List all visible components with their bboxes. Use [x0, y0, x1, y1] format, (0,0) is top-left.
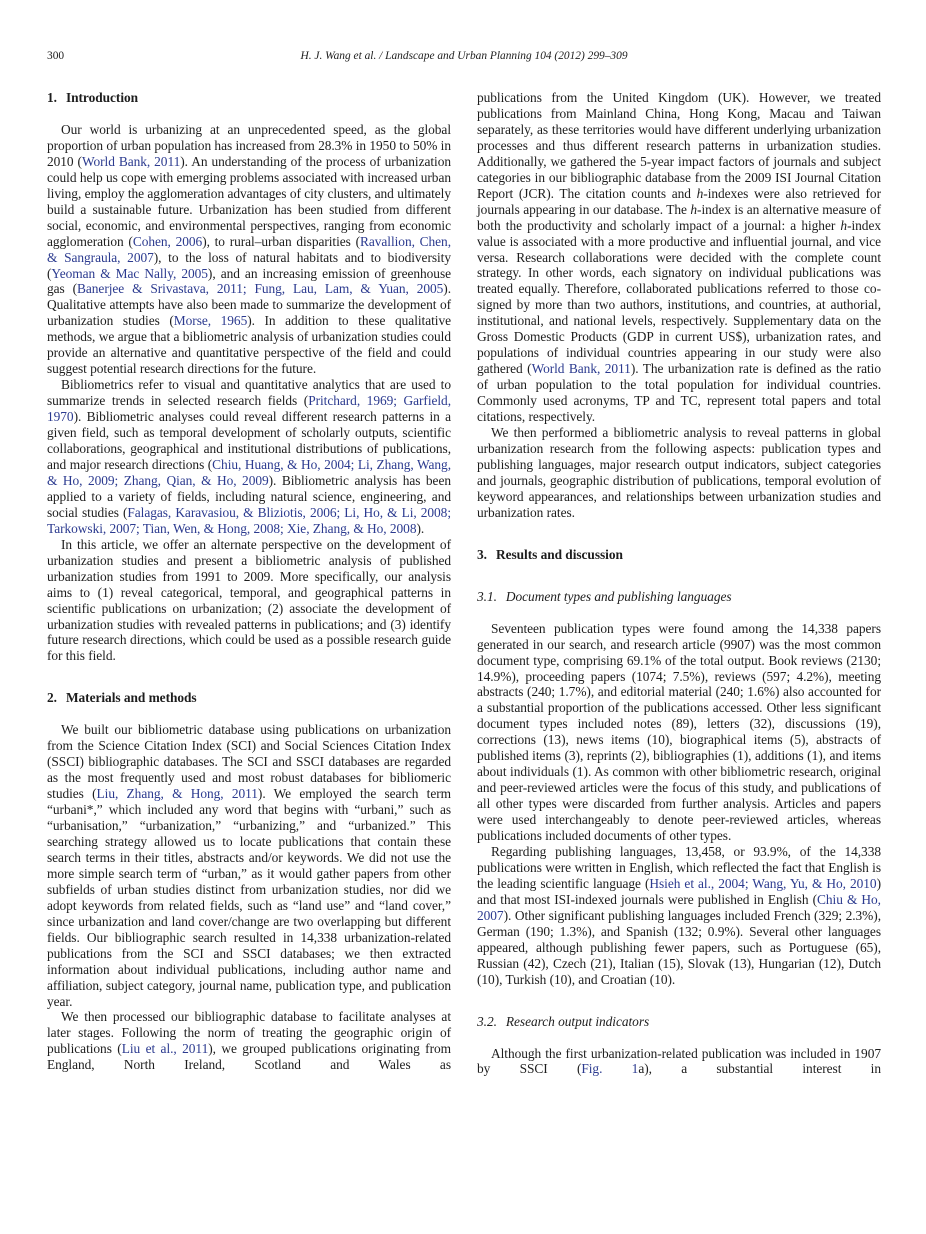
heading-text: Materials and methods	[65, 690, 197, 706]
citation-link[interactable]: Fig. 1	[581, 1061, 639, 1077]
text-run: ), we grouped publications originating from England, North Ireland, Scotland and Wales as	[47, 1041, 451, 1073]
text-run: ), to rural–urban disparities (	[202, 233, 360, 249]
text-run: Regarding publishing languages, 13,458, or 93.9%, of the 14,338 publications were written in English, which reflected the fact that English is the leading scientific language (	[477, 843, 881, 891]
citation-link[interactable]: Chiu & Ho, 2007	[477, 891, 881, 923]
text-run: Seventeen publication types were found among the 14,338 papers generated in our search, and research article (9907) was the most common document type, comprising 69.1% of the total output. Book reviews (2130; 14.9%), proceeding papers (1074; 7.5%), reviews (597; 4.2%), meeting abstracts (240; 1.7%), and editorial material (240; 1.6%) also accounted for a substantial proportion of the publications accessed. Other less significant document types included notes (89), letters (32), discussions (19), corrections (13), news items (10), biographical items (5), abstracts of published items (3), reprints (2), bibliographies (1), additions (1), and items about individuals (1). As common with other bibliometric research, original and peer-reviewed articles were the focus of this study, and publications of all other types were discarded from further analysis. Articles and papers were used interchangeably to denote peer-reviewed articles, whereas publications included documents of other types.	[477, 620, 881, 844]
citation-link[interactable]: World Bank, 2011	[531, 361, 631, 377]
heading-number: 1.	[47, 90, 57, 105]
subsection-heading	[477, 1014, 881, 1030]
page-number: 300	[47, 50, 65, 62]
citation-link[interactable]: Liu et al., 2011	[121, 1041, 209, 1057]
citation-link[interactable]: Liu, Zhang, & Hong, 2011	[96, 786, 258, 802]
paragraph	[47, 537, 451, 665]
heading-text: Results and discussion	[495, 546, 623, 562]
subsection-heading	[477, 589, 881, 605]
italic-text: h	[690, 201, 698, 217]
paragraph	[477, 621, 881, 844]
text-run: ), and an increasing emission of greenhouse gas (	[47, 265, 451, 297]
text-run: In this article, we offer an alternate perspective on the development of urbanization studies and present a bibliometric analysis of published urbanization studies from 1991 to 2009. More specifically, our analysis aims to (1) reveal categorical, temporal, and geographical patterns in scientific publications on urbanization; (2) associate the development of urbanization studies with revealed patterns in publications; and (3) identify future research directions, which could be used as a possible research guide for this field.	[47, 536, 451, 664]
text-run: ). We employed the search term “urbani*,” which included any word that begins with “urbani,” such as “urbanisation,” “urbanization,” “urbanizing,” and “urbanized.” This searching strategy allowed us to locate publications that contain these search terms in their titles, abstracts and/or keywords. We did not use the more simple search term of “urban,” as it would gather papers from other subfields of urban studies distinct from urbanization studies, nor did we adopt keywords from related fields, such as “land use” and “land cover,” since urbanization and land cover/change are two overlapping but different fields. Our bibliographic search resulted in 14,338 urbanization-related publications from the SCI and SSCI databases; we then extracted information about individual publications, including author name and affiliation, subject category, journal name, publication type, and publication year.	[47, 786, 451, 1009]
text-run: publications from the United Kingdom (UK). However, we treated publications from Mainland China, Hong Kong, Macau and Taiwan separately, as these territories would have different underlying urbanization processes and thus different research patterns in urbanization studies. Additionally, we gathered the 5-year impact factors of journals and subject categories in our bibliographic database from the 2009 ISI Journal Citation Report (JCR). The citation counts and	[477, 90, 881, 201]
text-run: ). Bibliometric analysis has been applied to a variety of fields, including natural science, engineering, and social studies (	[47, 472, 451, 520]
paragraph	[477, 1046, 881, 1078]
section-heading	[47, 690, 451, 706]
paragraph	[477, 425, 881, 521]
text-run: ) and that most ISI-indexed journals were published in English (	[477, 875, 881, 907]
citation-link[interactable]: Yeoman & Mac Nally, 2005	[51, 265, 208, 281]
text-run: ). Bibliometric analyses could reveal different research patterns in a given field, such as temporal development of scholarly outputs, scientific collaborations, geographical and institutional distributions of publications, and major research directions (	[47, 409, 451, 472]
citation-link[interactable]: Cohen, 2006	[132, 233, 203, 249]
left-column	[47, 90, 451, 1077]
text-run: We built our bibliometric database using publications on urbanization from the Science Citation Index (SCI) and Social Sciences Citation Index (SSCI) bibliographic databases. The SCI and SSCI databases are regarded as the most frequently used and most robust databases for bibliomeric studies (	[47, 722, 451, 802]
text-run: Bibliometrics refer to visual and quantitative analytics that are used to summarize trends in selected research fields (	[47, 377, 451, 409]
paragraph	[477, 90, 881, 425]
page-header	[47, 50, 881, 63]
text-run: ). An understanding of the process of urbanization could help us cope with emerging problems associated with increased urban living, employ the agglomeration advantages of city clusters, and ultimately build a sustainable future. Urbanization has been studied from different social, economic, and environmental perspectives, ranging from economic agglomeration (	[47, 153, 451, 249]
right-column	[477, 90, 881, 1077]
text-run: -index is an alternative measure of both the productivity and scholarly impact of a journal: a higher	[477, 201, 881, 233]
citation-link[interactable]: Pritchard, 1969; Garfield, 1970	[47, 393, 451, 425]
text-run: ), to the loss of natural habitats and to biodiversity (	[47, 249, 451, 281]
heading-number: 3.	[477, 546, 487, 562]
italic-text: h	[840, 217, 848, 233]
text-run: ). Qualitative attempts have also been made to summarize the development of urbanization studies (	[47, 281, 451, 329]
text-run: Although the first urbanization-related publication was included in 1907 by SSCI (	[477, 1045, 881, 1077]
text-run: We then performed a bibliometric analysis to reveal patterns in global urbanization research from the following aspects: publication types and publishing languages, major research output indicators, subject categories and journals, geographic distribution of publications, temporal evolution of keyword appearances, and relationships between urbanization studies and urbanization rates.	[477, 425, 881, 520]
citation-link[interactable]: Morse, 1965	[173, 313, 248, 329]
citation-link[interactable]: Hsieh et al., 2004; Wang, Yu, & Ho, 2010	[649, 875, 877, 891]
text-run: ). Other significant publishing languages included French (329; 2.3%), German (190; 1.3%), and Spanish (132; 0.9%). Several other languages appeared, although publishing fewer papers, such as Portuguese (65), Russian (42), Czech (21), Italian (15), Slovak (13), Hungarian (12), Dutch (10), Turkish (10), and Croatian (10).	[477, 907, 881, 987]
text-run: -index value is associated with a more productive and influential journal, and vice versa. Research collaborations were decided with the complete count strategy. In other words, each signatory on individual publications was treated equally. Therefore, collaborated publications referred to those co-signed by more than two authors, institutions, and countries, at authorial, institutional, and national levels, respectively. Supplementary data on the Gross Domestic Products (GDP in current US$), urbanization rates, and populations of individual countries appearing in our study were also gathered (	[477, 217, 881, 377]
heading-text: Research output indicators	[505, 1013, 650, 1029]
citation-link[interactable]: Chiu, Huang, & Ho, 2004; Li, Zhang, Wang, & Ho, 2009; Zhang, Qian, & Ho, 2009	[47, 456, 451, 488]
paragraph	[477, 844, 881, 988]
heading-text: Document types and publishing languages	[505, 588, 732, 604]
heading-text: Introduction	[65, 90, 139, 105]
heading-number: 3.1.	[477, 588, 497, 604]
italic-text: h	[696, 185, 704, 201]
two-column-body	[47, 90, 881, 1077]
text-run: ). In addition to these qualitative methods, we argue that a bibliometric analysis of urbanization studies could provide an alternative and quantitative perspective of the field and could suggest potential research directions for the future.	[47, 313, 451, 377]
section-heading	[477, 547, 881, 563]
text-run: We then processed our bibliographic database to facilitate analyses at later stages. Following the norm of treating the geographic origin of publications (	[47, 1009, 451, 1057]
heading-number: 3.2.	[477, 1013, 497, 1029]
text-run: a), a substantial interest in	[638, 1061, 881, 1077]
citation-link[interactable]: Banerjee & Srivastava, 2011; Fung, Lau, Lam, & Yuan, 2005	[77, 281, 444, 297]
paragraph	[47, 122, 451, 377]
text-run: ). The urbanization rate is defined as the ratio of urban population to the total population for individual countries. Commonly used acronyms, TP and TC, represent total papers and total citations, respectively.	[477, 361, 881, 425]
citation-link[interactable]: Falagas, Karavasiou, & Bliziotis, 2006; Li, Ho, & Li, 2008; Tarkowski, 2007; Tian, Wen, & Hong, 2008; Xie, Zhang, & Ho, 2008	[47, 504, 451, 536]
citation-link[interactable]: Ravallion, Chen, & Sangraula, 2007	[47, 233, 452, 265]
paragraph	[47, 1009, 451, 1073]
heading-number: 2.	[47, 690, 57, 706]
section-heading	[47, 90, 451, 106]
text-run: ).	[416, 520, 425, 536]
paragraph	[47, 377, 451, 537]
citation-link[interactable]: World Bank, 2011	[81, 153, 181, 169]
text-run: Our world is urbanizing at an unprecedented speed, as the global proportion of urban population has increased from 28.3% in 1950 to 50% in 2010 (	[47, 121, 451, 169]
text-run: -indexes were also retrieved for journals appearing in our database. The	[477, 185, 881, 217]
running-head: H. J. Wang et al. / Landscape and Urban Planning 104 (2012) 299–309	[300, 50, 628, 62]
paragraph	[47, 722, 451, 1009]
